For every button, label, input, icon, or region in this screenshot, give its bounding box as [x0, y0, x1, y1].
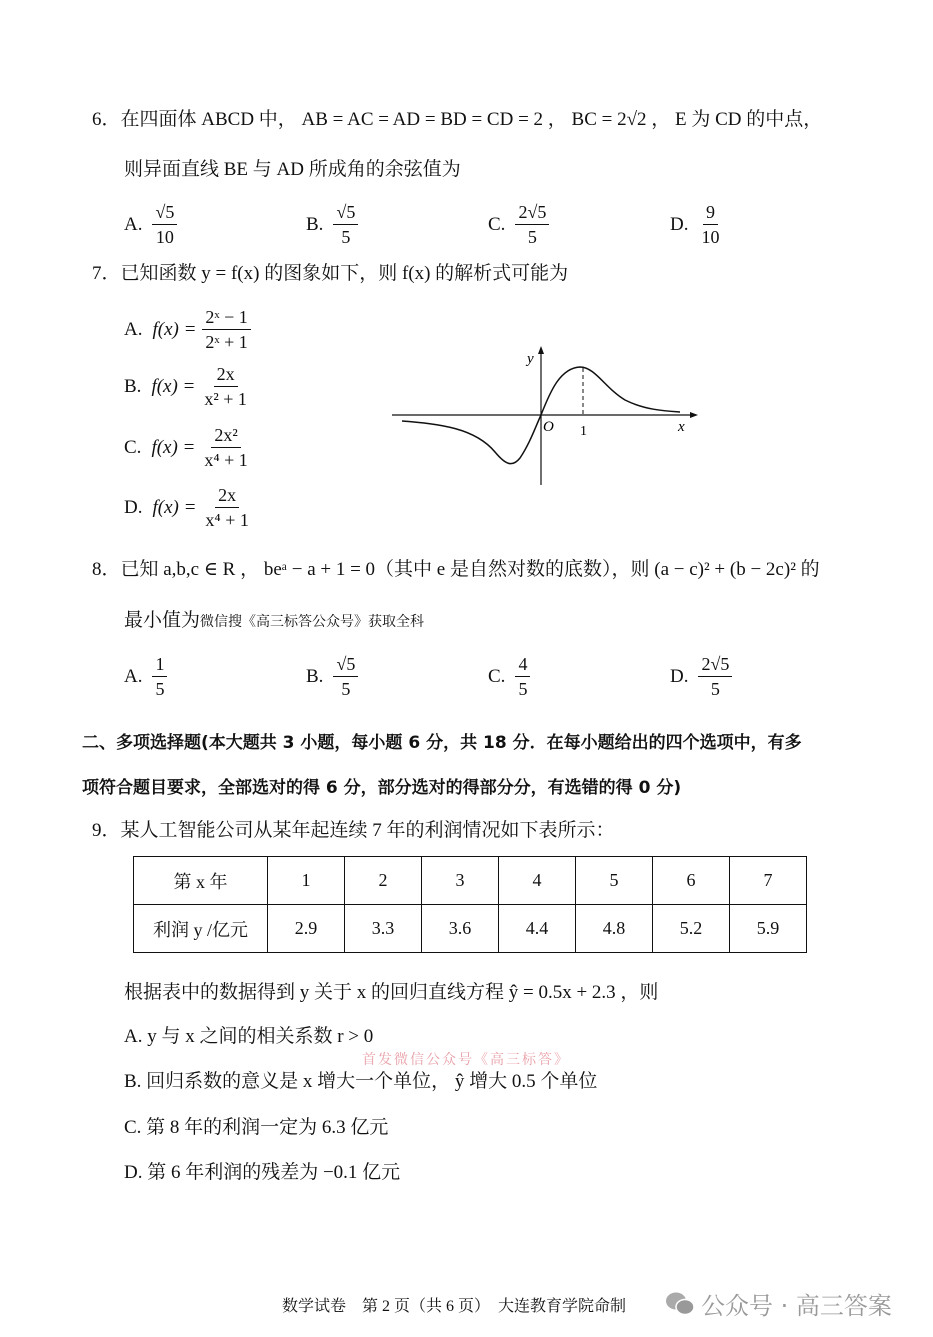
- option-label: D.: [670, 213, 689, 235]
- numerator: 2√5: [698, 652, 732, 677]
- profit-table: [133, 856, 807, 953]
- q8-option-d: [670, 652, 732, 701]
- option-label: B.: [306, 213, 324, 235]
- q7-option-a: [124, 305, 251, 354]
- table-cell: 4.4: [499, 905, 576, 953]
- table-row: [134, 857, 807, 905]
- numerator: 2x: [214, 362, 238, 387]
- option-label: A.: [124, 213, 143, 235]
- table-cell: 3: [422, 857, 499, 905]
- numerator: 1: [152, 652, 167, 677]
- denominator: 10: [701, 227, 720, 247]
- q8-option-a: [124, 652, 167, 701]
- numerator: 2x: [215, 483, 239, 508]
- table-cell: 4: [499, 857, 576, 905]
- q8-stem-line1: 8．已知 a,b,c ∈ R ， beᵃ − a + 1 = 0（其中 e 是自然对数的底数），则 (a − c)² + (b − 2c)² 的: [92, 559, 820, 580]
- denominator: 5: [527, 227, 537, 247]
- table-row: [134, 905, 807, 953]
- q8-stem-text: 最小值为: [124, 610, 201, 631]
- table-cell: 5.9: [730, 905, 807, 953]
- q8-stem-line2: [124, 609, 424, 634]
- q6-stem-line1: 6．在四面体 ABCD 中， AB = AC = AD = BD = CD = 2 ， BC = 2√2 ， E 为 CD 的中点，: [92, 109, 823, 130]
- section2-heading-line2: 项符合题目要求，全部选对的得 6 分，部分选对的得部分分，有选错的得 0 分): [82, 778, 682, 798]
- numerator: √5: [333, 200, 358, 225]
- q8-option-b: [306, 652, 358, 701]
- table-cell: 2: [345, 857, 422, 905]
- brand-text: 公众号 · 高三答案: [701, 1292, 892, 1320]
- numerator: 4: [515, 652, 530, 677]
- table-cell: 6: [653, 857, 730, 905]
- q8-option-c: [488, 652, 530, 701]
- denominator: 10: [155, 227, 174, 247]
- table-cell: 5.2: [653, 905, 730, 953]
- q6-option-a: [124, 200, 177, 249]
- watermark: 首发微信公众号《高三标答》: [362, 1052, 570, 1068]
- function-graph: [380, 340, 700, 490]
- section2-heading-line1: 二、多项选择题(本大题共 3 小题，每小题 6 分，共 18 分．在每小题给出的四个选项中，有多: [82, 733, 802, 753]
- page-footer: 数学试卷 第 2 页（共 6 页） 大连教育学院命制: [282, 1298, 627, 1315]
- denominator: x⁴ + 1: [204, 450, 248, 470]
- q9-condition: 根据表中的数据得到 y 关于 x 的回归直线方程 ŷ = 0.5x + 2.3 ，则: [124, 982, 659, 1003]
- table-header: 利润 y /亿元: [134, 905, 268, 953]
- option-label: C.: [488, 665, 506, 687]
- numerator: 2ˣ − 1: [202, 305, 250, 330]
- table-cell: 3.3: [345, 905, 422, 953]
- option-label: A.: [124, 665, 143, 687]
- q7-stem: 7．已知函数 y = f(x) 的图象如下，则 f(x) 的解析式可能为: [92, 263, 569, 284]
- denominator: 2ˣ + 1: [205, 332, 248, 352]
- tick-label-1: 1: [580, 424, 587, 439]
- numerator: 9: [703, 200, 718, 225]
- wechat-icon: [665, 1291, 695, 1317]
- q7-option-b: [124, 362, 250, 411]
- option-label: C.: [124, 436, 142, 458]
- table-cell: 5: [576, 857, 653, 905]
- table-header: 第 x 年: [134, 857, 268, 905]
- option-label: D.: [124, 496, 143, 518]
- q6-stem-line2: 则异面直线 BE 与 AD 所成角的余弦值为: [124, 159, 461, 180]
- q9-stem: 9．某人工智能公司从某年起连续 7 年的利润情况如下表所示：: [92, 820, 615, 841]
- numerator: √5: [152, 200, 177, 225]
- q7-option-d: [124, 483, 252, 532]
- function-lhs: f(x) =: [151, 375, 196, 397]
- denominator: 5: [710, 679, 720, 699]
- q6-option-b: [306, 200, 358, 249]
- q9-option-b: B. 回归系数的意义是 x 增大一个单位， ŷ 增大 0.5 个单位: [124, 1071, 598, 1092]
- x-axis-label: x: [678, 419, 685, 435]
- function-lhs: f(x) =: [152, 496, 197, 518]
- table-cell: 1: [268, 857, 345, 905]
- table-cell: 2.9: [268, 905, 345, 953]
- numerator: √5: [333, 652, 358, 677]
- denominator: 5: [341, 679, 351, 699]
- option-label: C.: [488, 213, 506, 235]
- function-lhs: f(x) =: [151, 436, 196, 458]
- q9-option-c: C. 第 8 年的利润一定为 6.3 亿元: [124, 1117, 389, 1138]
- x-axis-arrow-icon: [690, 412, 698, 418]
- denominator: 5: [341, 227, 351, 247]
- function-lhs: f(x) =: [152, 318, 197, 340]
- table-cell: 3.6: [422, 905, 499, 953]
- numerator: 2x²: [211, 423, 240, 448]
- q9-option-d: D. 第 6 年利润的残差为 −0.1 亿元: [124, 1162, 401, 1183]
- wechat-brand-watermark: [665, 1286, 892, 1321]
- y-axis-label: y: [527, 351, 534, 367]
- q9-option-a: A. y 与 x 之间的相关系数 r > 0: [124, 1026, 374, 1047]
- denominator: 5: [518, 679, 528, 699]
- denominator: x² + 1: [204, 389, 247, 409]
- q6-option-c: [488, 200, 549, 249]
- option-label: B.: [306, 665, 324, 687]
- denominator: x⁴ + 1: [205, 510, 249, 530]
- inline-watermark: 微信搜《高三标答公众号》获取全科: [200, 614, 425, 630]
- q6-option-d: [670, 200, 722, 249]
- option-label: A.: [124, 318, 143, 340]
- numerator: 2√5: [515, 200, 549, 225]
- table-cell: 4.8: [576, 905, 653, 953]
- denominator: 5: [155, 679, 165, 699]
- origin-label: O: [543, 419, 554, 435]
- y-axis-arrow-icon: [538, 346, 544, 354]
- option-label: B.: [124, 375, 142, 397]
- table-cell: 7: [730, 857, 807, 905]
- q7-option-c: [124, 423, 251, 472]
- option-label: D.: [670, 665, 689, 687]
